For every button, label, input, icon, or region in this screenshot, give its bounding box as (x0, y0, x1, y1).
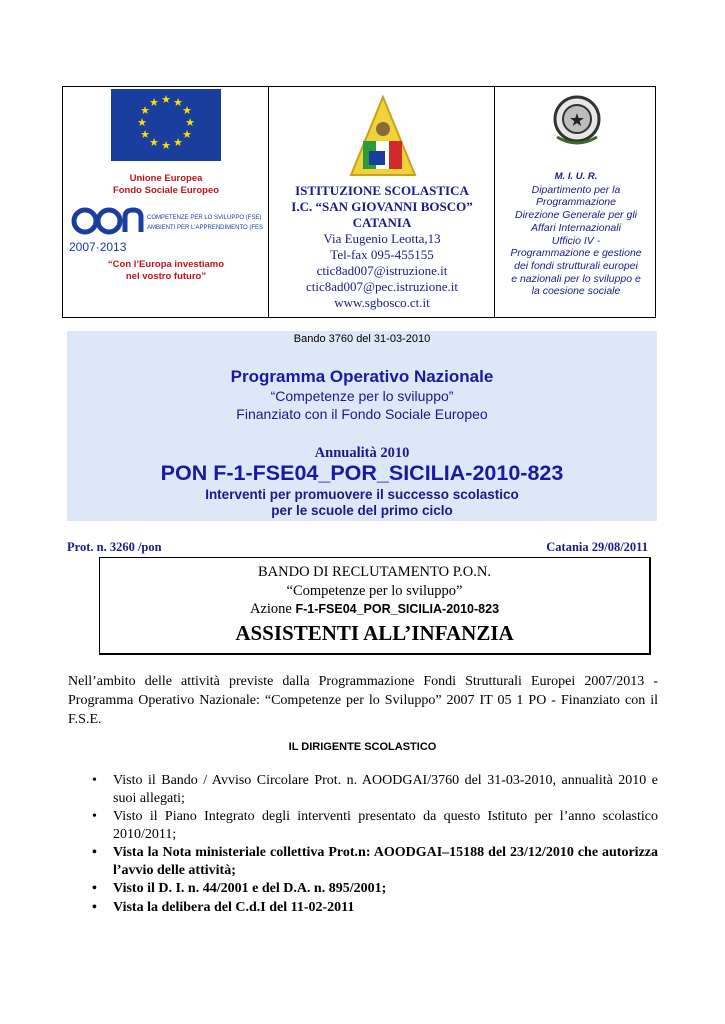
school-pec: ctic8ad007@pec.istruzione.it (305, 279, 459, 294)
bando-box-subtitle: “Competenze per lo sviluppo” (286, 583, 463, 599)
interventi-line2: per le scuole del primo ciclo (271, 503, 453, 518)
svg-text:★: ★ (149, 96, 159, 109)
header-center-cell (269, 87, 495, 317)
school-website: www.sgbosco.ct.it (334, 295, 430, 310)
bando-box-azione (100, 601, 649, 618)
visti-list (92, 772, 658, 917)
svg-text:★: ★ (182, 128, 192, 141)
visto-text: Visto il Bando / Avviso Circolare Prot. n. AOODGAI/3760 del 31-03-2010, annualità 2010 e suoi allegati; (113, 773, 658, 806)
project-code: PON F-1-FSE04_POR_SICILIA-2010-823 (160, 461, 564, 485)
svg-text:★: ★ (161, 93, 171, 106)
miur-line6: Ufficio IV - (551, 234, 601, 247)
bullet-icon: • (92, 881, 97, 896)
eu-title-line1: Unione Europea (129, 173, 203, 184)
program-subtitle: “Competenze per lo sviluppo” (270, 388, 454, 404)
miur-line4: Direzione Generale per gli (515, 209, 637, 222)
dirigente-heading: IL DIRIGENTE SCOLASTICO (288, 741, 437, 753)
visto-text: Vista la Nota ministeriale collettiva Prot.n: AOODGAI–15188 del 23/12/2010 che autorizza l’avvio delle attività; (113, 845, 658, 878)
program-band (67, 331, 657, 521)
school-name: I.C. “SAN GIOVANNI BOSCO” (291, 199, 473, 214)
miur-info (495, 171, 657, 298)
miur-line7: Programmazione e gestione (510, 247, 642, 260)
school-logo-graphic (349, 95, 417, 177)
bullet-icon: • (92, 773, 97, 788)
svg-text:★: ★ (140, 104, 150, 117)
school-info (269, 183, 495, 311)
eu-title-line2: Fondo Sociale Europeo (112, 185, 220, 196)
miur-line9: e nazionali per lo sviluppo e (511, 272, 641, 285)
miur-title: M. I. U. R. (554, 171, 598, 182)
header-right-cell (495, 87, 655, 317)
school-phone: Tel-fax 095-455155 (330, 247, 434, 262)
miur-line10: la coesione sociale (531, 285, 621, 298)
azione-label: Azione (249, 601, 292, 617)
pon-logo-line2: AMBIENTI PER L'APPRENDIMENTO (FESR) (147, 225, 263, 231)
italian-republic-emblem (549, 91, 605, 151)
annualita: Annualità 2010 (314, 445, 410, 461)
slogan (63, 259, 269, 283)
svg-text:★: ★ (161, 139, 171, 152)
miur-line5: Affari Internazionali (531, 221, 621, 234)
azione-code: F-1-FSE04_POR_SICILIA-2010-823 (295, 602, 500, 616)
svg-text:★: ★ (149, 136, 159, 149)
visto-item (92, 899, 658, 917)
visto-item (92, 808, 658, 843)
bando-box-role: ASSISTENTI ALL’INFANZIA (235, 621, 514, 645)
visto-item (92, 772, 658, 807)
visto-text: Visto il Piano Integrato degli interventi presentato da questo Istituto per l’anno scolastico 2010/2011; (113, 809, 658, 842)
visto-text: Visto il D. I. n. 44/2001 e del D.A. n. 895/2001; (113, 881, 387, 896)
miur-line8: dei fondi strutturali europei (514, 259, 638, 272)
interventi-line1: Interventi per promuovere il successo scolastico (205, 487, 519, 502)
bullet-icon: • (92, 845, 97, 860)
bullet-icon: • (92, 809, 97, 824)
svg-text:★: ★ (568, 110, 586, 131)
pon-logo-line1: COMPETENZE PER LO SVILUPPO (FSE) (147, 215, 262, 221)
program-funding: Finanziato con il Fondo Sociale Europeo (236, 406, 488, 422)
bando-reference: Bando 3760 del 31-03-2010 (293, 333, 431, 345)
visto-item (92, 880, 658, 898)
slogan-line1: “Con l’Europa investiamo (107, 259, 225, 270)
pon-logo-years: 2007·2013 (69, 240, 127, 254)
svg-text:★: ★ (173, 136, 183, 149)
protocol-number: Prot. n. 3260 /pon (67, 540, 162, 554)
bando-box-title: BANDO DI RECLUTAMENTO P.O.N. (258, 564, 491, 580)
visto-item (92, 844, 658, 879)
svg-text:★: ★ (137, 116, 147, 129)
header-table (62, 86, 656, 318)
visto-text: Vista la delibera del C.d.I del 11-02-2011 (113, 899, 355, 915)
school-email: ctic8ad007@istruzione.it (316, 263, 448, 278)
svg-text:★: ★ (185, 116, 195, 129)
school-type: ISTITUZIONE SCOLASTICA (295, 183, 469, 198)
miur-line2: Dipartimento per la (531, 183, 621, 196)
school-city: CATANIA (352, 215, 412, 230)
bullet-icon: • (92, 899, 97, 915)
slogan-line2: nel vostro futuro” (125, 271, 207, 282)
document-date: Catania 29/08/2011 (546, 540, 648, 554)
emblem-graphic (549, 91, 605, 151)
intro-paragraph: Nell’ambito delle attività previste dalla Programmazione Fondi Strutturali Europei 2007/2013 - Programma Operativo Nazionale: “Competenze per lo Sviluppo” 2007 IT 05 1 PO - Finanziato con il F.S.E. (68, 674, 658, 727)
svg-text:★: ★ (173, 96, 183, 109)
svg-text:★: ★ (182, 104, 192, 117)
eu-title (63, 173, 269, 197)
header-left-cell (63, 87, 269, 317)
program-title: Programma Operativo Nazionale (230, 367, 494, 386)
pon-logo-graphic (67, 205, 263, 255)
school-logo (349, 95, 417, 177)
pon-competenze-logo (67, 205, 263, 255)
eu-flag-graphic (111, 89, 221, 161)
miur-line3: Programmazione (536, 196, 616, 209)
eu-flag-logo (111, 89, 221, 161)
svg-text:★: ★ (140, 128, 150, 141)
bando-box (99, 557, 651, 655)
school-address: Via Eugenio Leotta,13 (323, 231, 441, 246)
